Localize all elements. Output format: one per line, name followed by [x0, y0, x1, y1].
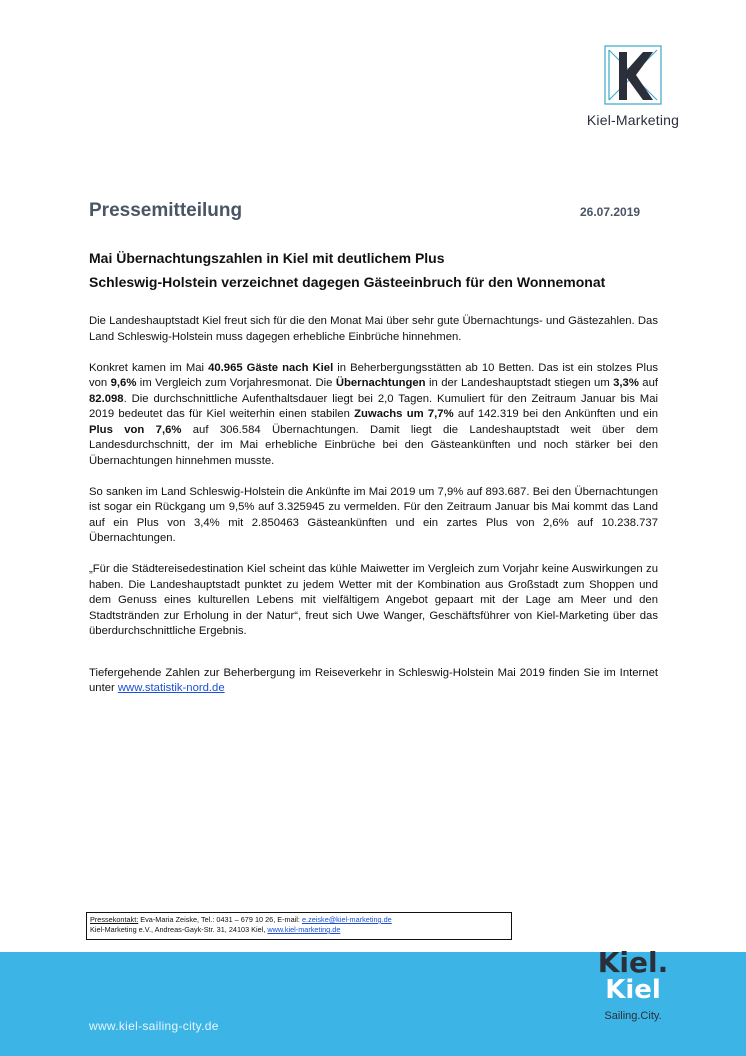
contact-address: Kiel-Marketing e.V., Andreas-Gayk-Str. 31, 24103 Kiel,: [90, 925, 268, 934]
headline-sub: Schleswig-Holstein verzeichnet dagegen Gästeeinbruch für den Wonnemonat: [89, 274, 606, 290]
highlight-figure: 9,6%: [110, 377, 137, 389]
contact-label: Pressekontakt:: [90, 915, 139, 924]
statistik-nord-link[interactable]: www.statistik-nord.de: [117, 682, 225, 694]
paragraph-more-info: [89, 666, 658, 697]
highlight-figure: Plus von 7,6%: [89, 423, 182, 436]
contact-email-link[interactable]: e.zeiske@kiel-marketing.de: [302, 915, 392, 924]
headline-main: Mai Übernachtungszahlen in Kiel mit deutlichem Plus: [89, 250, 445, 266]
highlight-figure: 40.965 Gäste nach Kiel: [208, 361, 334, 374]
paragraph-text: im Vergleich zum Vorjahresmonat. Die: [136, 377, 336, 389]
press-contact-box: [86, 912, 512, 940]
paragraph-kiel-figures: [89, 361, 658, 470]
kiel-marketing-k-mark-icon: [603, 44, 663, 106]
highlight-figure: 3,3%: [613, 377, 639, 389]
logo-word-bottom: Kiel: [605, 975, 661, 1005]
contact-person: Eva-Maria Zeiske, Tel.: 0431 – 679 10 26, E-mail:: [138, 915, 302, 924]
paragraph-state-figures: So sanken im Land Schleswig-Holstein die Ankünfte im Mai 2019 um 7,9% auf 893.687. Bei den Übernachtungen ist sogar ein Rückgang um 9,5% auf 3.325945 zu vermelden. Für den Zeitraum Januar bis Mai kommt das Land auf ein Plus von 3,4% mit 2.850463 Gästeankünften und ein zartes Plus von 2,6% auf 10.238.737 Übernachtungen.: [89, 485, 658, 544]
contact-line-1: [90, 915, 508, 925]
paragraph-text: in der Landeshauptstadt stiegen um: [425, 377, 614, 389]
paragraph-text: auf: [638, 377, 659, 389]
paragraph-text: in Beherbergungsstätten ab 10 Betten. Das ist ein stolzes Plus von: [89, 361, 658, 389]
paragraph-text: Konkret kamen im Mai: [89, 361, 209, 374]
contact-line-2: [90, 925, 508, 935]
kiel-sailing-city-logo: [587, 948, 679, 1022]
document-type: Pressemitteilung: [89, 200, 243, 221]
press-body: [89, 314, 658, 712]
highlight-figure: 82.098: [89, 392, 124, 405]
highlight-figure: Zuwachs um 7,7%: [354, 408, 454, 420]
paragraph-intro: Die Landeshauptstadt Kiel freut sich für die den Monat Mai über sehr gute Übernachtungs- und Gästezahlen. Das Land Schleswig-Holstein muss dagegen erhebliche Einbrüche hinnehmen.: [89, 315, 658, 343]
brand-name: Kiel-Marketing: [586, 112, 680, 128]
document-date: 26.07.2019: [580, 205, 641, 219]
logo-word-top: Kiel.: [597, 946, 669, 979]
paragraph-text: . Die durchschnittliche Aufenthaltsdauer liegt bei 2,0 Tagen. Kumuliert für den Zeitraum Januar bis Mai 2019 bedeutet das für Kiel weiterhin einen stabilen: [89, 392, 658, 420]
headline: [89, 246, 669, 294]
paragraph-text: auf 306.584 Übernachtungen. Damit liegt die Landeshauptstadt weit über dem Landesdurchschnitt, der im Mai erhebliche Einbrüche bei den Gästeankünften und noch stärker bei den Übernachtungen hinnehmen musste.: [89, 423, 658, 467]
paragraph-quote: „Für die Städtereisedestination Kiel scheint das kühle Maiwetter im Vergleich zum Vorjahr keine Auswirkungen zu haben. Die Landeshauptstadt punktet zu jedem Wetter mit der Kombination aus Großstadt zum Shoppen und dem Genuss eines kulturellen Lebens mit vielfältigem Angebot gepaart mit der Lage am Meer und den Stadtstränden zur Erholung in der Natur“, freut sich Uwe Wanger, Geschäftsführer von Kiel-Marketing über das überdurchschnittliche Ergebnis.: [89, 563, 658, 637]
highlight-figure: Übernachtungen: [335, 377, 426, 389]
logo-tagline: Sailing.City.: [604, 1010, 662, 1022]
footer-url: www.kiel-sailing-city.de: [89, 1019, 219, 1033]
kiel-marketing-logo: [578, 44, 688, 128]
more-info-text: Tiefergehende Zahlen zur Beherbergung im Reiseverkehr in Schleswig-Holstein Mai 2019 finden Sie im Internet unter: [89, 666, 658, 694]
paragraph-text: auf 142.319 bei den Ankünften und ein: [453, 408, 659, 420]
contact-website-link[interactable]: www.kiel-marketing.de: [267, 925, 341, 934]
